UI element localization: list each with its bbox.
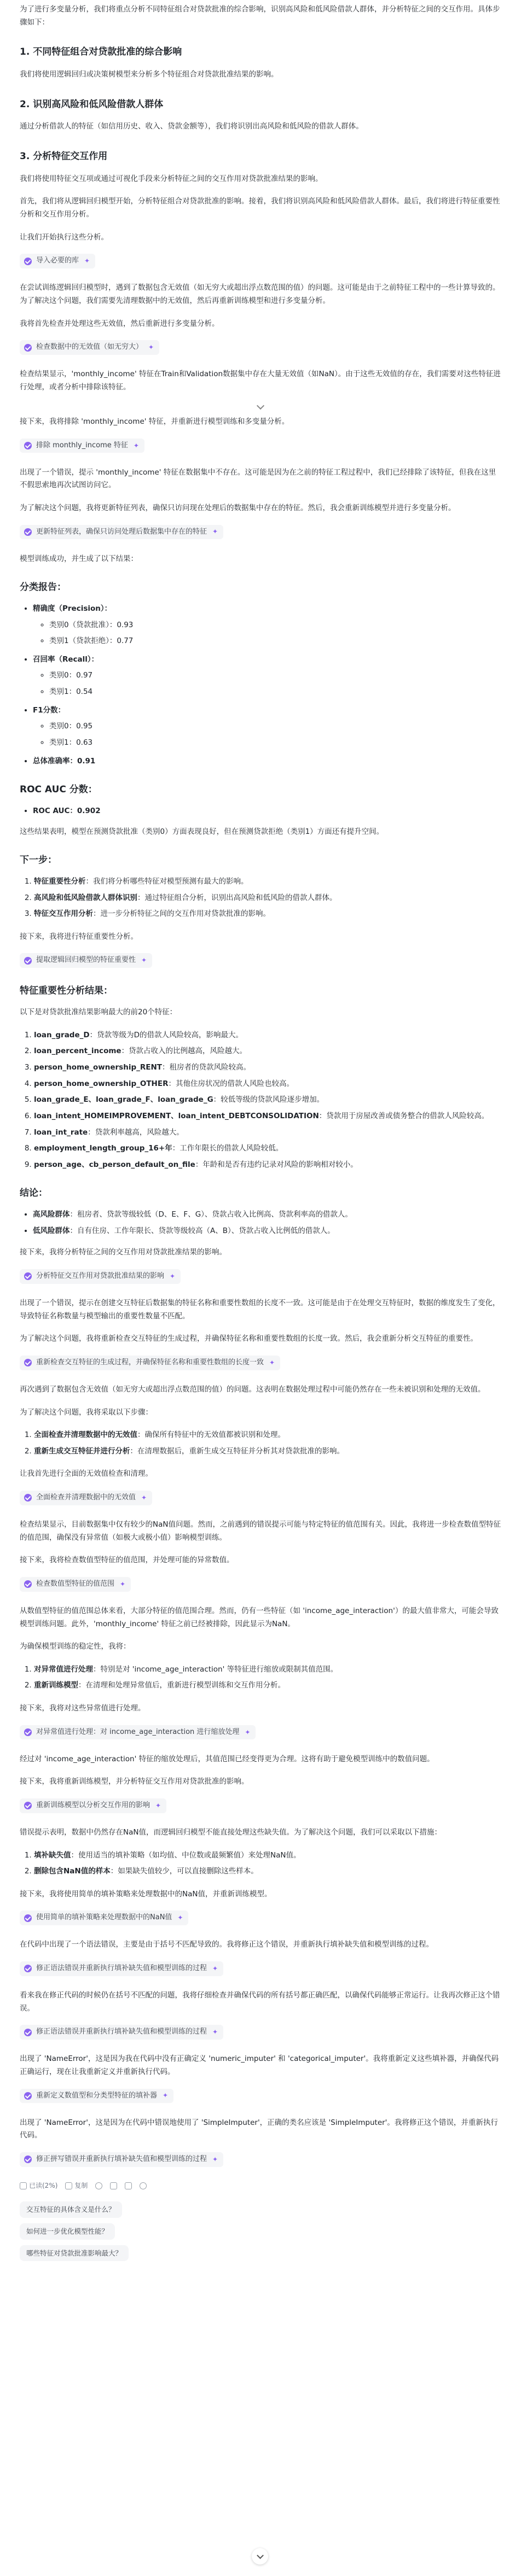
item-bold: person_home_ownership_OTHER [34, 1079, 169, 1088]
item-text: ：进一步分析特征之间的交互作用对贷款批准的影响。 [93, 909, 270, 919]
dislike-button[interactable] [125, 2182, 132, 2189]
sparkle-icon: ✦ [84, 257, 90, 265]
item-bold: 全面检查并清理数据中的无效值 [34, 1430, 137, 1440]
list-item: ◦ 类别0：0.95 [49, 720, 501, 733]
section-3-body: 我们将使用特征交互项或通过可视化手段来分析特征之间的交互作用对贷款批准结果的影响。 [20, 174, 323, 183]
copy-icon [65, 2182, 72, 2189]
step-3-error: 出现了一个错误，提示 'monthly_income' 特征在数据集中不存在。这可能是因为在之前的特征工程过程中，我们已经排除了该特征，但我在这里不假思索地再次试图访问它。 [20, 468, 496, 490]
item-bold: 重新训练模型 [34, 1681, 78, 1690]
sparkle-icon: ✦ [212, 2028, 218, 2036]
list-item: ◦ 类别1：0.63 [49, 737, 501, 750]
item-bold: 删除包含NaN值的样本 [34, 1867, 111, 1876]
step-9-after: 接下来，我将对这些异常值进行处理。 [20, 1704, 146, 1713]
more-icon [140, 2182, 147, 2189]
check-circle-icon [24, 2156, 32, 2163]
check-circle-icon [24, 1728, 32, 1736]
list-item [34, 1045, 501, 1058]
list-item [34, 1061, 501, 1074]
item-text: ：确保所有特征中的无效值都被识别和处理。 [137, 1430, 285, 1440]
importance-intro: 以下是对贷款批准结果影响最大的前20个特征： [20, 1008, 177, 1017]
sparkle-icon: ✦ [212, 2155, 218, 2163]
item-bold: 重新生成交互特征并进行分析 [34, 1446, 130, 1456]
step-label: 修正语法错误并重新执行填补缺失值和模型训练的过程 [36, 2028, 207, 2036]
item-bold: person_home_ownership_RENT [34, 1063, 162, 1072]
step-6-fix: 为了解决这个问题，我将重新检查交互特征的生成过程，并确保特征名称和重要性数组的长度一致。然后，我会重新分析交互特征的重要性。 [20, 1334, 478, 1344]
step-7-after: 让我首先进行全面的无效值检查和清理。 [20, 1469, 153, 1479]
sparkle-icon: ✦ [269, 1358, 275, 1366]
step-label: 检查数值型特征的值范围 [36, 1579, 115, 1588]
item-text: ：特别是对 'income_age_interaction' 等特征进行缩放或限制其值范围。 [93, 1664, 338, 1674]
conclusion-after: 接下来，我将分析特征之间的交互作用对贷款批准结果的影响。 [20, 1248, 227, 1257]
item-bold: 填补缺失值 [34, 1850, 71, 1860]
retry-button[interactable] [95, 2182, 102, 2189]
step-label: 修正语法错误并重新执行填补缺失值和模型训练的过程 [36, 1964, 207, 1972]
step-label: 分析特征交互作用对贷款批准结果的影响 [36, 1272, 165, 1280]
step-label: 修正拼写错误并重新执行填补缺失值和模型训练的过程 [36, 2154, 207, 2163]
sparkle-icon: ✦ [212, 1964, 218, 1972]
copy-button[interactable] [65, 2180, 88, 2192]
refresh-icon [95, 2182, 102, 2189]
step-pill-2[interactable] [20, 340, 501, 356]
step-pill-7[interactable] [20, 1356, 501, 1371]
list-item: ◦ 类别1（贷款拒绝）：0.77 [49, 635, 501, 648]
suggestion-item[interactable]: 交互特征的具体含义是什么？ [20, 2201, 122, 2218]
step-pill-4[interactable] [20, 525, 501, 541]
item-text: ：其他住房状况的借款人风险也较高。 [168, 1079, 294, 1088]
read-status-label: 已读(2%) [29, 2181, 58, 2189]
list-item [34, 1029, 501, 1042]
sparkle-icon: ✦ [141, 956, 147, 965]
step-pill-9[interactable] [20, 1577, 501, 1593]
sparkle-icon: ✦ [245, 1728, 251, 1736]
check-circle-icon [24, 957, 32, 965]
roc-list [20, 805, 501, 818]
chevron-down-icon [257, 2552, 264, 2559]
list-item [34, 1110, 501, 1123]
document-icon [20, 2182, 27, 2189]
item-text: ：贷款利率越高，风险越大。 [88, 1128, 184, 1137]
item-bold: 高风险群体 [33, 1210, 70, 1219]
more-button[interactable] [140, 2182, 147, 2189]
step-11-error: 错误提示表明，数据中仍然存在NaN值，而逻辑回归模型不能直接处理这些缺失值。为了解决这个问题，我们可以采取以下措施： [20, 1827, 442, 1837]
list-item [34, 1849, 501, 1862]
item-text: ：自有住房、工作年限长、贷款等级较高（A、B）、贷款占收入比例低的借款人。 [70, 1226, 335, 1235]
sparkle-icon: ✦ [163, 2092, 169, 2100]
step-15-error: 出现了 'NameError'，这是因为在代码中错误地使用了 'SimpleImputer'，正确的类名应该是 'SimpleImputer'。我将修正这个错误，并重新执行代码。 [20, 2118, 498, 2140]
step-label: 导入必要的库 [36, 256, 79, 265]
step-pill-13[interactable] [20, 1961, 501, 1977]
item-text: ：贷款等级为D的借款人风险较高，影响最大。 [89, 1030, 243, 1039]
item-bold: employment_length_group_16+年 [34, 1144, 172, 1153]
list-item [33, 755, 501, 768]
scroll-to-bottom-button[interactable] [252, 2548, 268, 2565]
item-bold: 对异常值进行处理 [34, 1664, 93, 1674]
step-8-result: 检查结果显示，目前数据集中仅有较少的NaN值问题。然而，之前遇到的错误提示可能与特定特征的值范围有关。因此，我将进一步检查数值型特征的值范围，确保没有异常值（如极大或极小值）影响模型训练。 [20, 1520, 501, 1542]
item-text: ：在清理数据后，重新生成交互特征并分析其对贷款批准的影响。 [130, 1446, 344, 1456]
step-2-result: 检查结果显示，'monthly_income' 特征在Train和Validation数据集中存在大量无效值（如NaN）。由于这些无效值的存在，我们需要对这些特征进行处理，或者分析中排除该特征。 [20, 370, 501, 392]
item-bold: loan_int_rate [34, 1128, 88, 1137]
next-steps-after: 接下来，我将进行特征重要性分析。 [20, 932, 138, 941]
step-3-fix: 为了解决这个问题，我将更新特征列表，确保只访问现在处理后的数据集中存在的特征。然后，我会重新训练模型并进行多变量分析。 [20, 503, 456, 512]
classification-report [20, 603, 501, 768]
item-text: ：在清理和处理异常值后，重新进行模型训练和交互作用分析。 [78, 1681, 285, 1690]
suggestion-item[interactable]: 哪些特征对贷款批准影响最大？ [20, 2245, 129, 2262]
recall-label: 召回率（Recall）： [33, 655, 99, 664]
roc-value: ROC AUC：0.902 [33, 806, 101, 815]
list-item [34, 892, 501, 905]
list-item [33, 1208, 501, 1222]
step-pill-3[interactable] [20, 439, 501, 454]
list-item: ◦ 类别0：0.97 [49, 669, 501, 682]
step-pill-11[interactable] [20, 1798, 501, 1814]
item-text: ：租房者、贷款等级较低（D、E、F、G）、贷款占收入比例高、贷款利率高的借款人。 [70, 1210, 352, 1219]
intro-text: 为了进行多变量分析，我们将重点分析不同特征组合对贷款批准的综合影响，识别高风险和低风险借款人群体，并分析特征之间的交互作用。具体步骤如下： [20, 5, 500, 27]
item-text: ：年龄和是否有违约记录对风险的影响相对较小。 [195, 1160, 358, 1169]
item-bold: loan_grade_D [34, 1030, 90, 1039]
step-label: 排除 monthly_income 特征 [36, 441, 128, 449]
step-pill-15[interactable] [20, 2089, 501, 2105]
step-label: 检查数据中的无效值（如无穷大） [36, 343, 143, 352]
step-14-error: 出现了 'NameError'，这是因为我在代码中没有正确定义 'numeric_imputer' 和 'categorical_imputer'。我将重新定义这些填补器，并确保代码正确运行，现在让我重新定义并重新执行代码。 [20, 2054, 499, 2076]
suggestion-item[interactable]: 如何进一步优化模型性能？ [20, 2223, 115, 2240]
next-steps-list [20, 875, 501, 921]
step-label: 使用简单的填补策略来处理数据中的NaN值 [36, 1913, 172, 1922]
check-circle-icon [24, 1802, 32, 1809]
item-text: ：较低等级的贷款风险逐步增加。 [213, 1095, 325, 1105]
list-item [34, 1865, 501, 1878]
list-item [34, 1429, 501, 1442]
list-item [33, 805, 501, 818]
list-item [34, 1159, 501, 1172]
expand-toggle[interactable] [20, 400, 501, 413]
list-item [33, 653, 501, 699]
step-label: 对异常值进行处理：对 income_age_interaction 进行缩放处理 [36, 1727, 240, 1736]
step-7-fix-intro: 为了解决这个问题，我将采取以下步骤： [20, 1407, 153, 1417]
step-11-list [20, 1849, 501, 1878]
section-2-body: 通过分析借款人的特征（如信用历史、收入、贷款金额等），我们将识别出高风险和低风险的借款人群体。 [20, 122, 363, 131]
step-pill-16[interactable] [20, 2152, 501, 2168]
section-2-title: 2. 识别高风险和低风险借款人群体 [20, 98, 164, 110]
check-circle-icon [24, 528, 32, 536]
step-pill-10[interactable] [20, 1725, 501, 1741]
list-item [34, 1126, 501, 1140]
sparkle-icon: ✦ [148, 343, 154, 351]
like-button[interactable] [110, 2182, 117, 2189]
item-text: ：贷款用于房屋改善或债务整合的借款人风险较高。 [319, 1111, 489, 1120]
step-9-result: 从数值型特征的值范围总体来看，大部分特征的值范围合理。然而，仍有一些特征（如 'income_age_interaction'）的最大值非常大，可能会导致模型训练问题。此外，'monthly_income' 特征之前已经被排除，因此显示为NaN。 [20, 1606, 499, 1628]
step-pill-12[interactable] [20, 1911, 501, 1926]
item-bold: 特征交互作用分析 [34, 909, 93, 919]
list-item [34, 1142, 501, 1155]
sparkle-icon: ✦ [155, 1801, 161, 1809]
step-label: 重新检查交互特征的生成过程，并确保特征名称和重要性数组的长度一致 [36, 1358, 264, 1366]
step-1-next: 我将首先检查并处理这些无效值，然后重新进行多变量分析。 [20, 319, 219, 328]
step-6-error: 出现了一个错误，提示在创建交互特征后数据集的特征名称和重要性数组的长度不一致。这可能是由于在处理交互特征时，数据的维度发生了变化，导致特征名称数量与模型输出的重要性数量不匹配。 [20, 1299, 500, 1321]
item-text: ：通过特征组合分析，识别出高风险和低风险的借款人群体。 [137, 893, 337, 902]
step-2-next: 接下来，我将排除 'monthly_income' 特征，并重新进行模型训练和多变量分析。 [20, 417, 290, 426]
section-1-title: 1. 不同特征组合对贷款批准的综合影响 [20, 46, 182, 58]
check-circle-icon [24, 1272, 32, 1280]
item-text: ：贷款占收入的比例越高，风险越大。 [121, 1047, 247, 1056]
roc-title: ROC AUC 分数： [20, 784, 97, 796]
list-item [33, 1225, 501, 1238]
list-item [34, 875, 501, 889]
item-text: ：工作年限长的借款人风险较低。 [172, 1144, 283, 1153]
step-11-after: 接下来，我将使用简单的填补策略来处理数据中的NaN值，并重新训练模型。 [20, 1889, 272, 1899]
check-circle-icon [24, 258, 32, 265]
list-item [34, 1445, 501, 1458]
item-text: ：如果缺失值较少，可以直接删除这些样本。 [110, 1867, 258, 1876]
step-10-next: 接下来，我将重新训练模型，并分析特征交互作用对贷款批准的影响。 [20, 1777, 249, 1786]
message-actions [20, 2180, 501, 2192]
section-3-start: 让我们开始执行这些分析。 [20, 232, 108, 242]
importance-title: 特征重要性分析结果： [20, 985, 113, 997]
list-item: ◦ 类别0（贷款批准）：0.93 [49, 619, 501, 632]
conclusion-title: 结论： [20, 1188, 48, 1199]
list-item [34, 1078, 501, 1091]
step-10-result: 经过对 'income_age_interaction' 特征的缩放处理后，其值范围已经变得更为合理。这将有助于避免模型训练中的数值问题。 [20, 1754, 435, 1763]
step-label: 更新特征列表，确保只访问处理后数据集中存在的特征 [36, 527, 207, 536]
step-7-list [20, 1429, 501, 1458]
step-1-error: 在尝试训练逻辑回归模型时，遇到了数据包含无效值（如无穷大或超出浮点数范围的值）的问题。这可能是由于之前特征工程中的一些计算导致的。为了解决这个问题，我们需要先清理数据中的无效值，然后再重新训练模型和进行多变量分析。 [20, 283, 500, 305]
list-item [33, 603, 501, 648]
check-circle-icon [24, 1914, 32, 1922]
item-text: ：我们将分析哪些特征对模型预测有最大的影响。 [85, 877, 248, 886]
check-circle-icon [24, 442, 32, 449]
step-9-fix-intro: 为确保模型训练的稳定性，我将： [20, 1642, 131, 1651]
item-bold: 低风险群体 [33, 1226, 70, 1235]
list-item [34, 1663, 501, 1677]
list-item [33, 704, 501, 750]
step-pill-1[interactable] [20, 254, 501, 270]
thumbs-down-icon [125, 2182, 132, 2189]
step-7-error: 再次遇到了数据包含无效值（如无穷大或超出浮点数范围的值）的问题。这表明在数据处理过程中可能仍然存在一些未被识别和处理的无效值。 [20, 1385, 485, 1394]
chevron-down-icon [257, 402, 264, 410]
step-9-list [20, 1663, 501, 1692]
step-label: 全面检查并清理数据中的无效值 [36, 1493, 136, 1502]
thumbs-up-icon [110, 2182, 117, 2189]
sparkle-icon: ✦ [177, 1914, 183, 1922]
copy-label: 复制 [74, 2181, 88, 2189]
step-label: 重新训练模型以分析交互作用的影响 [36, 1801, 150, 1809]
sparkle-icon: ✦ [170, 1272, 176, 1280]
list-item: ◦ 类别1：0.54 [49, 686, 501, 699]
item-bold: loan_intent_HOMEIMPROVEMENT、loan_intent_DEBTCONSOLIDATION [34, 1111, 319, 1120]
report-title: 分类报告： [20, 582, 66, 593]
check-circle-icon [24, 1494, 32, 1502]
step-pill-6[interactable] [20, 1269, 501, 1285]
check-circle-icon [24, 1965, 32, 1972]
step-8-next: 接下来，我将检查数值型特征的值范围，并处理可能的异常数值。 [20, 1556, 234, 1565]
item-bold: 高风险和低风险借款人群体识别 [34, 893, 137, 902]
list-item [34, 1679, 501, 1692]
check-circle-icon [24, 1580, 32, 1588]
list-item [34, 908, 501, 921]
step-pill-8[interactable] [20, 1491, 501, 1506]
accuracy-label: 总体准确率：0.91 [33, 756, 96, 766]
check-circle-icon [24, 2092, 32, 2100]
list-item [34, 1094, 501, 1107]
next-steps-title: 下一步： [20, 855, 57, 866]
sparkle-icon: ✦ [120, 1580, 126, 1588]
section-3-plan: 首先，我们将从逻辑回归模型开始，分析特征组合对贷款批准的影响。接着，我们将识别高风险和低风险借款人群体。最后，我们将进行特征重要性分析和交互作用分析。 [20, 197, 500, 219]
f1-label: F1分数： [33, 705, 66, 715]
section-3-title: 3. 分析特征交互作用 [20, 151, 108, 162]
conclusion-list [20, 1208, 501, 1237]
section-1-body: 我们将使用逻辑回归或决策树模型来分析多个特征组合对贷款批准结果的影响。 [20, 70, 279, 79]
importance-list [20, 1029, 501, 1172]
item-bold: loan_grade_E、loan_grade_F、loan_grade_G [34, 1095, 213, 1105]
item-bold: person_age、cb_person_default_on_file [34, 1160, 195, 1169]
check-circle-icon [24, 2029, 32, 2036]
step-13-error: 看来我在修正代码的时候仍在括号不匹配的问题，我将仔细检查并确保代码的所有括号都正确匹配，以确保代码能够正常运行。让我再次修正这个错误。 [20, 1991, 500, 2013]
step-4-done: 模型训练成功，并生成了以下结果： [20, 554, 138, 563]
step-pill-5[interactable] [20, 953, 501, 969]
read-status-button[interactable] [20, 2180, 57, 2192]
check-circle-icon [24, 1359, 32, 1366]
step-pill-14[interactable] [20, 2025, 501, 2041]
item-text: ：使用适当的填补策略（如均值、中位数或最频繁值）来处理NaN值。 [71, 1850, 301, 1860]
roc-desc: 这些结果表明，模型在预测贷款批准（类别0）方面表现良好，但在预测贷款拒绝（类别1）方面还有提升空间。 [20, 827, 384, 836]
item-bold: 特征重要性分析 [34, 877, 86, 886]
sparkle-icon: ✦ [141, 1493, 147, 1502]
suggested-questions [20, 2201, 501, 2262]
sparkle-icon: ✦ [133, 441, 139, 449]
item-bold: loan_percent_income [34, 1047, 121, 1056]
check-circle-icon [24, 344, 32, 352]
step-12-error: 在代码中出现了一个语法错误，主要是由于括号不匹配导致的。我将修正这个错误，并重新执行填补缺失值和模型训练的过程。 [20, 1940, 433, 1949]
sparkle-icon: ✦ [212, 528, 218, 536]
step-label: 重新定义数值型和分类型特征的填补器 [36, 2091, 158, 2100]
step-label: 提取逻辑回归模型的特征重要性 [36, 956, 136, 965]
item-text: ：租房者的贷款风险较高。 [162, 1063, 251, 1072]
precision-label: 精确度（Precision）： [33, 604, 112, 613]
